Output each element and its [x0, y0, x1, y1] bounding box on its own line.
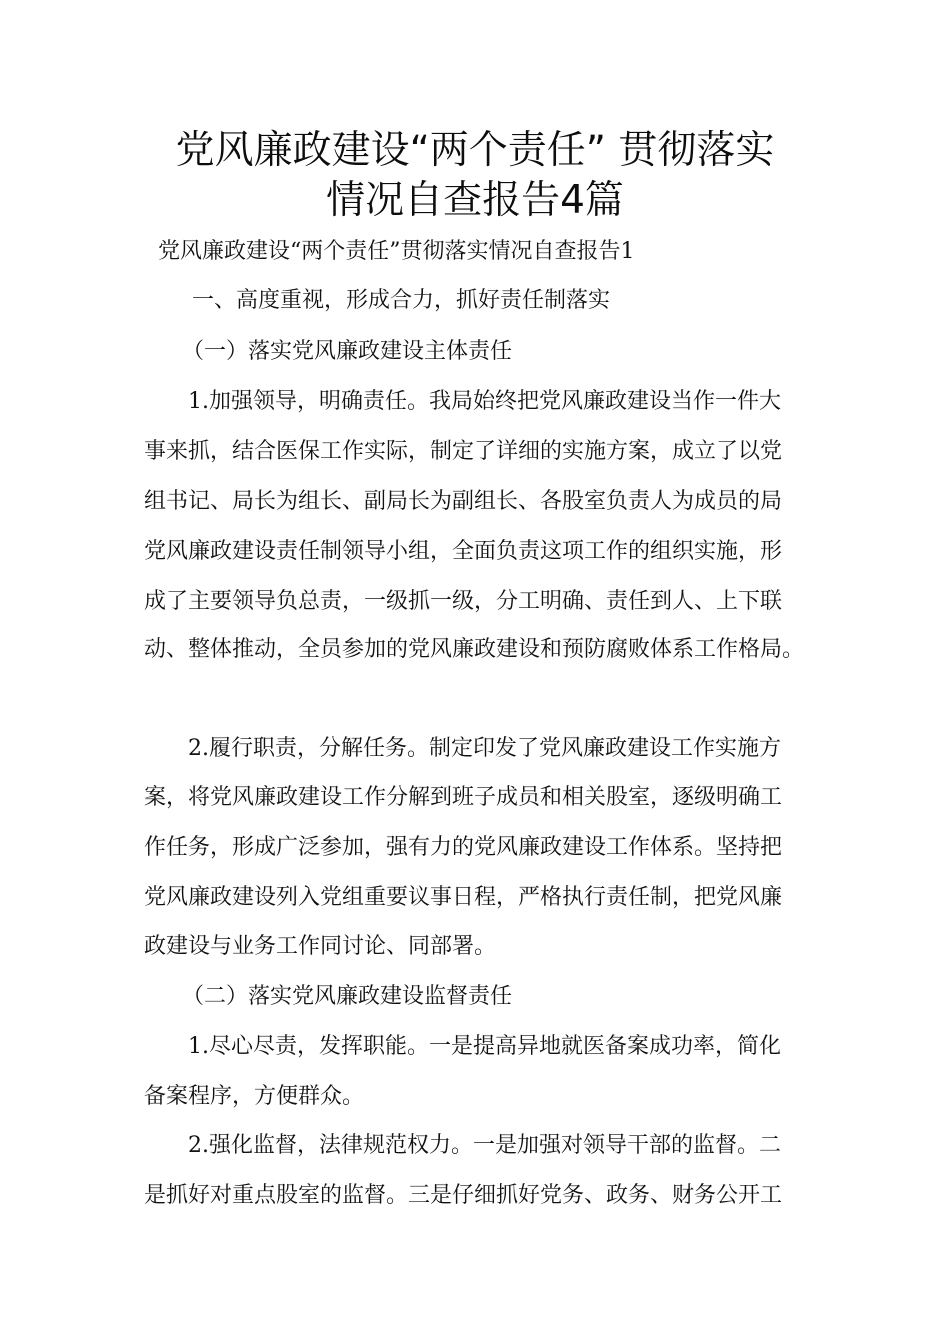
paragraph-line: 动、整体推动，全员参加的党风廉政建设和预防腐败体系工作格局。 — [144, 637, 805, 662]
paragraph-line: 2.履行职责，分解任务。制定印发了党风廉政建设工作实施方 — [188, 736, 781, 761]
paragraph-line: 事来抓，结合医保工作实际，制定了详细的实施方案，成立了以党 — [144, 439, 783, 464]
paragraph-line: 1.加强领导，明确责任。我局始终把党风廉政建设当作一件大 — [188, 389, 781, 414]
report-subtitle: 党风廉政建设“两个责任”贯彻落实情况自查报告1 — [158, 239, 635, 264]
subsection-heading-1: （一）落实党风廉政建设主体责任 — [182, 339, 513, 364]
document-title-line-1: 党风廉政建设“两个责任” 贯彻落实 — [175, 128, 775, 173]
paragraph-line: 作任务，形成广泛参加，强有力的党风廉政建设工作体系。坚持把 — [144, 835, 783, 860]
paragraph-line: 党风廉政建设列入党组重要议事日程，严格执行责任制，把党风廉 — [144, 885, 783, 910]
paragraph-line: 组书记、局长为组长、副局长为副组长、各股室负责人为成员的局 — [144, 489, 783, 514]
paragraph-line: 案，将党风廉政建设工作分解到班子成员和相关股室，逐级明确工 — [144, 785, 783, 810]
paragraph-line: 备案程序，方便群众。 — [144, 1084, 365, 1109]
paragraph-line: 2.强化监督，法律规范权力。一是加强对领导干部的监督。二 — [188, 1133, 781, 1158]
paragraph-line: 1.尽心尽责，发挥职能。一是提高异地就医备案成功率，简化 — [188, 1034, 781, 1059]
paragraph-line: 成了主要领导负总责，一级抓一级，分工明确、责任到人、上下联 — [144, 589, 783, 614]
document-title-line-2: 情况自查报告4篇 — [326, 178, 624, 223]
section-heading-1: 一、高度重视，形成合力，抓好责任制落实 — [192, 288, 611, 313]
subsection-heading-2: （二）落实党风廉政建设监督责任 — [182, 984, 513, 1009]
paragraph-line: 政建设与业务工作同讨论、同部署。 — [144, 934, 497, 959]
paragraph-line: 党风廉政建设责任制领导小组，全面负责这项工作的组织实施，形 — [144, 539, 783, 564]
paragraph-line: 是抓好对重点股室的监督。三是仔细抓好党务、政务、财务公开工 — [144, 1183, 783, 1208]
